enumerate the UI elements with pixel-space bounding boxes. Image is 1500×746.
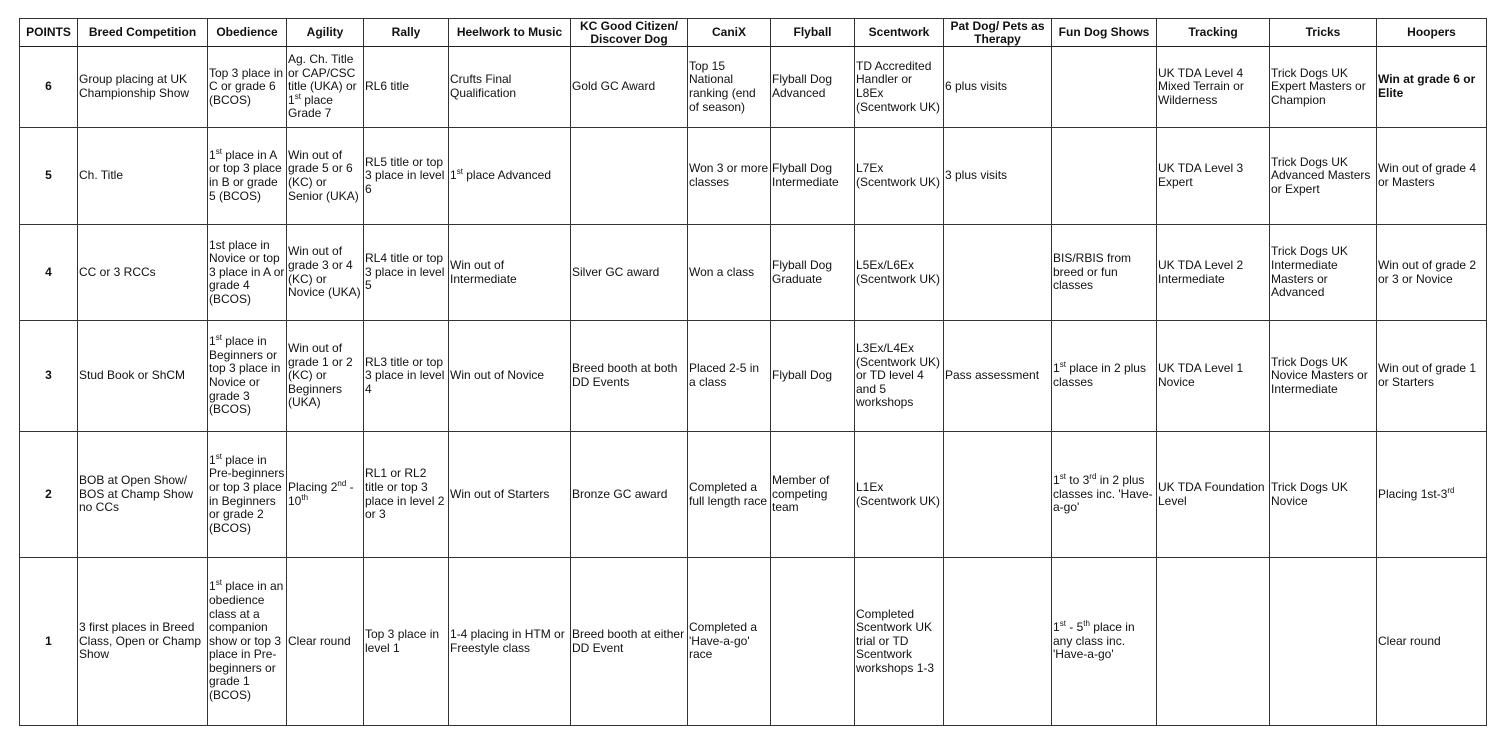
points-cell: 4 [20,225,78,321]
agility-cell: Win out of grade 5 or 6 (KC) or Senior (UKA) [287,128,364,225]
points-cell: 1 [20,558,78,726]
scentwork-cell: L5Ex/L6Ex (Scentwork UK) [855,225,944,321]
rally-cell: RL6 title [364,47,449,128]
points-cell: 3 [20,321,78,432]
agility-cell: Win out of grade 1 or 2 (KC) or Beginners (UKA) [287,321,364,432]
canix-cell: Completed a full length race [688,432,771,558]
pat-dog-cell [944,432,1052,558]
scentwork-cell: L3Ex/L4Ex (Scentwork UK) or TD level 4 and 5 workshops [855,321,944,432]
tricks-cell: Trick Dogs UK Expert Masters or Champion [1270,47,1377,128]
header-obedience: Obedience [208,19,287,47]
fun-dog-shows-cell [1052,128,1157,225]
table-row [20,225,1487,321]
obedience-cell: 1st place in Beginners or top 3 place in Novice or grade 3 (BCOS) [208,321,287,432]
rally-cell: RL3 title or top 3 place in level 4 [364,321,449,432]
points-cell: 5 [20,128,78,225]
tricks-cell [1270,558,1377,726]
tricks-cell: Trick Dogs UK Novice [1270,432,1377,558]
tracking-cell [1157,558,1270,726]
hoopers-cell: Win out of grade 2 or 3 or Novice [1377,225,1487,321]
header-hoopers: Hoopers [1377,19,1487,47]
pat-dog-cell [944,558,1052,726]
kc-good-citizen-cell: Breed booth at both DD Events [571,321,688,432]
kc-good-citizen-cell [571,128,688,225]
fun-dog-shows-cell: 1st - 5th place in any class inc. 'Have-a-go' [1052,558,1157,726]
kc-good-citizen-cell: Bronze GC award [571,432,688,558]
scentwork-cell: Completed Scentwork UK trial or TD Scentwork workshops 1-3 [855,558,944,726]
table-row [20,321,1487,432]
header-breed-competition: Breed Competition [78,19,208,47]
header-row [20,19,1487,47]
header-canix: CaniX [688,19,771,47]
hoopers-cell: Win out of grade 4 or Masters [1377,128,1487,225]
hoopers-cell: Win out of grade 1 or Starters [1377,321,1487,432]
breed-competition-cell: Group placing at UK Championship Show [78,47,208,128]
header-tricks: Tricks [1270,19,1377,47]
breed-competition-cell: 3 first places in Breed Class, Open or Champ Show [78,558,208,726]
obedience-cell: 1st place in Pre-beginners or top 3 place in Beginners or grade 2 (BCOS) [208,432,287,558]
rally-cell: RL4 title or top 3 place in level 5 [364,225,449,321]
flyball-cell: Flyball Dog [771,321,855,432]
header-tracking: Tracking [1157,19,1270,47]
kc-good-citizen-cell: Gold GC Award [571,47,688,128]
heelwork-to-music-cell: 1st place Advanced [449,128,571,225]
table-row [20,432,1487,558]
header-fun-dog-shows: Fun Dog Shows [1052,19,1157,47]
breed-competition-cell: Stud Book or ShCM [78,321,208,432]
pat-dog-cell [944,225,1052,321]
tracking-cell: UK TDA Foundation Level [1157,432,1270,558]
rally-cell: RL5 title or top 3 place in level 6 [364,128,449,225]
table-body [20,47,1487,726]
pat-dog-cell: 6 plus visits [944,47,1052,128]
points-cell: 6 [20,47,78,128]
canix-cell: Top 15 National ranking (end of season) [688,47,771,128]
tracking-cell: UK TDA Level 3 Expert [1157,128,1270,225]
fun-dog-shows-cell: BIS/RBIS from breed or fun classes [1052,225,1157,321]
header-agility: Agility [287,19,364,47]
canix-cell: Won 3 or more classes [688,128,771,225]
table-row [20,128,1487,225]
tricks-cell: Trick Dogs UK Advanced Masters or Expert [1270,128,1377,225]
points-cell: 2 [20,432,78,558]
scentwork-cell: L7Ex (Scentwork UK) [855,128,944,225]
agility-cell: Ag. Ch. Title or CAP/CSC title (UKA) or 1st place Grade 7 [287,47,364,128]
obedience-cell: 1st place in an obedience class at a companion show or top 3 place in Pre-beginners or grade 1 (BCOS) [208,558,287,726]
table-row [20,47,1487,128]
flyball-cell [771,558,855,726]
header-scentwork: Scentwork [855,19,944,47]
canix-cell: Won a class [688,225,771,321]
scentwork-cell: TD Accredited Handler or L8Ex (Scentwork UK) [855,47,944,128]
header-points: POINTS [20,19,78,47]
flyball-cell: Flyball Dog Intermediate [771,128,855,225]
pat-dog-cell: Pass assessment [944,321,1052,432]
hoopers-cell: Win at grade 6 or Elite [1377,47,1487,128]
agility-cell: Win out of grade 3 or 4 (KC) or Novice (UKA) [287,225,364,321]
heelwork-to-music-cell: Win out of Starters [449,432,571,558]
kc-good-citizen-cell: Breed booth at either DD Event [571,558,688,726]
points-table [19,18,1487,726]
fun-dog-shows-cell: 1st to 3rd in 2 plus classes inc. 'Have-a-go' [1052,432,1157,558]
table-row [20,558,1487,726]
rally-cell: Top 3 place in level 1 [364,558,449,726]
tracking-cell: UK TDA Level 2 Intermediate [1157,225,1270,321]
breed-competition-cell: CC or 3 RCCs [78,225,208,321]
fun-dog-shows-cell: 1st place in 2 plus classes [1052,321,1157,432]
kc-good-citizen-cell: Silver GC award [571,225,688,321]
header-rally: Rally [364,19,449,47]
flyball-cell: Flyball Dog Advanced [771,47,855,128]
hoopers-cell: Placing 1st-3rd [1377,432,1487,558]
obedience-cell: 1st place in Novice or top 3 place in A or grade 4 (BCOS) [208,225,287,321]
heelwork-to-music-cell: Win out of Intermediate [449,225,571,321]
header-heelwork-to-music: Heelwork to Music [449,19,571,47]
breed-competition-cell: Ch. Title [78,128,208,225]
heelwork-to-music-cell: 1-4 placing in HTM or Freestyle class [449,558,571,726]
obedience-cell: 1st place in A or top 3 place in B or grade 5 (BCOS) [208,128,287,225]
fun-dog-shows-cell [1052,47,1157,128]
header-flyball: Flyball [771,19,855,47]
tracking-cell: UK TDA Level 4 Mixed Terrain or Wilderness [1157,47,1270,128]
header-kc-good-citizen: KC Good Citizen/ Discover Dog [571,19,688,47]
rally-cell: RL1 or RL2 title or top 3 place in level 2 or 3 [364,432,449,558]
hoopers-cell: Clear round [1377,558,1487,726]
tricks-cell: Trick Dogs UK Intermediate Masters or Advanced [1270,225,1377,321]
tracking-cell: UK TDA Level 1 Novice [1157,321,1270,432]
breed-competition-cell: BOB at Open Show/ BOS at Champ Show no CCs [78,432,208,558]
tricks-cell: Trick Dogs UK Novice Masters or Intermediate [1270,321,1377,432]
flyball-cell: Flyball Dog Graduate [771,225,855,321]
obedience-cell: Top 3 place in C or grade 6 (BCOS) [208,47,287,128]
scentwork-cell: L1Ex (Scentwork UK) [855,432,944,558]
header-pat-dog: Pat Dog/ Pets as Therapy [944,19,1052,47]
heelwork-to-music-cell: Crufts Final Qualification [449,47,571,128]
heelwork-to-music-cell: Win out of Novice [449,321,571,432]
agility-cell: Placing 2nd - 10th [287,432,364,558]
flyball-cell: Member of competing team [771,432,855,558]
pat-dog-cell: 3 plus visits [944,128,1052,225]
canix-cell: Completed a 'Have-a-go' race [688,558,771,726]
agility-cell: Clear round [287,558,364,726]
canix-cell: Placed 2-5 in a class [688,321,771,432]
